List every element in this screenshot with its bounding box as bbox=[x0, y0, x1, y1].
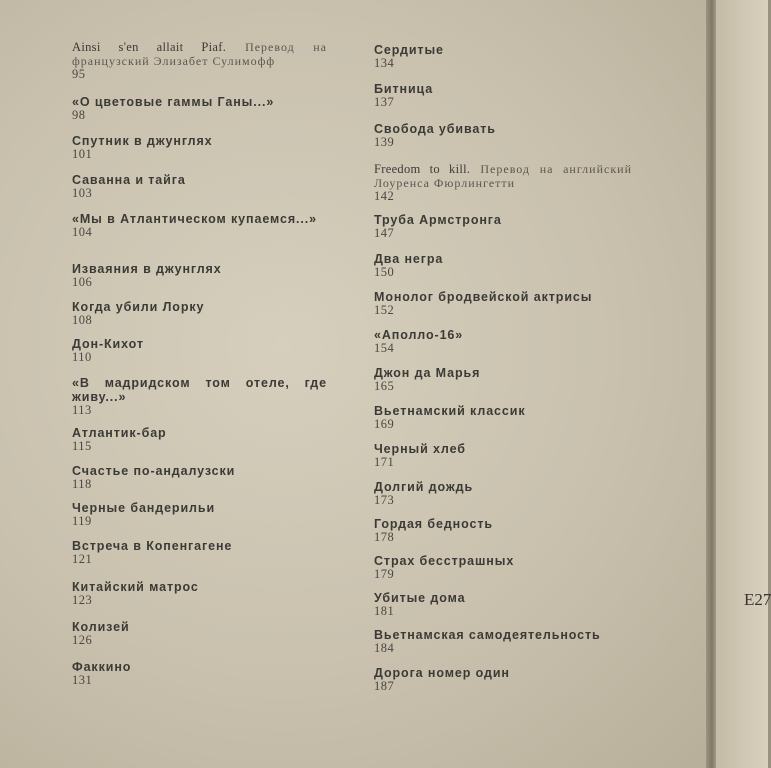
entry-page: 178 bbox=[374, 530, 395, 544]
entry-page: 115 bbox=[72, 439, 92, 453]
entry-title: Убитые дома bbox=[374, 591, 466, 605]
entry-page: 121 bbox=[72, 552, 93, 566]
toc-entry bbox=[72, 40, 327, 80]
entry-title: Джон да Марья bbox=[374, 366, 481, 380]
entry-page: 150 bbox=[374, 265, 395, 279]
entry-page: 95 bbox=[72, 67, 86, 81]
toc-entry bbox=[72, 620, 327, 646]
entry-page: 108 bbox=[72, 313, 93, 327]
entry-title: Встреча в Копенгагене bbox=[72, 539, 233, 553]
entry-title: Изваяния в джунглях bbox=[72, 262, 222, 276]
book-back-page bbox=[716, 0, 768, 768]
toc-entry bbox=[374, 252, 632, 278]
toc-entry bbox=[374, 43, 632, 69]
entry-title: Факкино bbox=[72, 660, 132, 674]
entry-title: Когда убили Лорку bbox=[72, 300, 205, 314]
toc-entry bbox=[374, 442, 632, 468]
entry-title: Битница bbox=[374, 82, 434, 96]
toc-entry bbox=[374, 480, 632, 506]
entry-page: 142 bbox=[374, 189, 395, 203]
entry-page: 134 bbox=[374, 56, 395, 70]
toc-entry bbox=[72, 212, 327, 238]
entry-page: 101 bbox=[72, 147, 93, 161]
entry-page: 173 bbox=[374, 493, 395, 507]
entry-title: Черные бандерильи bbox=[72, 501, 216, 515]
entry-title: Два негра bbox=[374, 252, 444, 266]
entry-title: Колизей bbox=[72, 620, 130, 634]
toc-entry bbox=[72, 337, 327, 363]
entry-title: Китайский матрос bbox=[72, 580, 199, 594]
entry-title: Черный хлеб bbox=[374, 442, 466, 456]
toc-entry bbox=[72, 426, 327, 452]
entry-title: Долгий дождь bbox=[374, 480, 474, 494]
entry-page: 184 bbox=[374, 641, 395, 655]
entry-page: 104 bbox=[72, 225, 93, 239]
toc-entry bbox=[72, 376, 327, 416]
toc-entry bbox=[374, 666, 632, 692]
entry-title: Ainsi s'en allait Piaf. Перевод на французский Элизабет Сулимофф bbox=[72, 40, 328, 68]
book-spine-edge bbox=[706, 0, 716, 768]
entry-page: 113 bbox=[72, 403, 92, 417]
entry-page: 137 bbox=[374, 95, 395, 109]
toc-entry bbox=[374, 82, 632, 108]
toc-entry bbox=[374, 290, 632, 316]
toc-entry bbox=[72, 464, 327, 490]
entry-page: 139 bbox=[374, 135, 395, 149]
entry-page: 131 bbox=[72, 673, 93, 687]
toc-entry bbox=[374, 122, 632, 148]
toc-entry bbox=[374, 591, 632, 617]
entry-page: 106 bbox=[72, 275, 93, 289]
toc-entry bbox=[72, 539, 327, 565]
entry-page: 119 bbox=[72, 514, 92, 528]
entry-title: Страх бесстрашных bbox=[374, 554, 515, 568]
toc-entry bbox=[374, 162, 632, 202]
entry-title: Труба Армстронга bbox=[374, 213, 502, 227]
entry-page: 147 bbox=[374, 226, 395, 240]
entry-title: Спутник в джунглях bbox=[72, 134, 213, 148]
entry-title: Счастье по-андалузски bbox=[72, 464, 236, 478]
entry-title: Вьетнамский классик bbox=[374, 404, 526, 418]
entry-page: 103 bbox=[72, 186, 93, 200]
entry-title: Атлантик-бар bbox=[72, 426, 167, 440]
toc-entry bbox=[374, 517, 632, 543]
entry-title: Дон-Кихот bbox=[72, 337, 144, 351]
entry-page: 152 bbox=[374, 303, 395, 317]
toc-entry bbox=[72, 134, 327, 160]
entry-page: 123 bbox=[72, 593, 93, 607]
toc-entry bbox=[374, 366, 632, 392]
toc-entry bbox=[72, 95, 327, 121]
entry-title: Сердитые bbox=[374, 43, 444, 57]
entry-title: «В мадридском том отеле, где живу...» bbox=[72, 376, 327, 404]
entry-title: Freedom to kill. Перевод на английский Лоуренса Фюрлингетти bbox=[374, 162, 633, 190]
entry-title: «Мы в Атлантическом купаемся...» bbox=[72, 212, 318, 226]
entry-page: 165 bbox=[374, 379, 395, 393]
entry-page: 110 bbox=[72, 350, 92, 364]
toc-entry bbox=[374, 404, 632, 430]
entry-title: «Аполло-16» bbox=[374, 328, 464, 342]
entry-page: 169 bbox=[374, 417, 395, 431]
page-stamp: E27 bbox=[744, 590, 771, 609]
toc-entry bbox=[374, 628, 632, 654]
toc-entry bbox=[72, 580, 327, 606]
toc-entry bbox=[72, 262, 327, 288]
entry-title: Вьетнамская самодеятельность bbox=[374, 628, 601, 642]
entry-title: Монолог бродвейской актрисы bbox=[374, 290, 593, 304]
toc-entry bbox=[72, 300, 327, 326]
toc-entry bbox=[72, 660, 327, 686]
entry-page: 118 bbox=[72, 477, 92, 491]
entry-page: 98 bbox=[72, 108, 86, 122]
toc-entry bbox=[374, 213, 632, 239]
entry-page: 187 bbox=[374, 679, 395, 693]
entry-page: 181 bbox=[374, 604, 395, 618]
entry-page: 179 bbox=[374, 567, 395, 581]
entry-page: 171 bbox=[374, 455, 395, 469]
toc-entry bbox=[72, 501, 327, 527]
entry-title: Дорога номер один bbox=[374, 666, 510, 680]
entry-title: Гордая бедность bbox=[374, 517, 493, 531]
entry-page: 126 bbox=[72, 633, 93, 647]
entry-title: «О цветовые гаммы Ганы...» bbox=[72, 95, 275, 109]
toc-entry bbox=[72, 173, 327, 199]
entry-title: Свобода убивать bbox=[374, 122, 496, 136]
entry-page: 154 bbox=[374, 341, 395, 355]
toc-entry bbox=[374, 328, 632, 354]
toc-entry bbox=[374, 554, 632, 580]
entry-title: Саванна и тайга bbox=[72, 173, 186, 187]
